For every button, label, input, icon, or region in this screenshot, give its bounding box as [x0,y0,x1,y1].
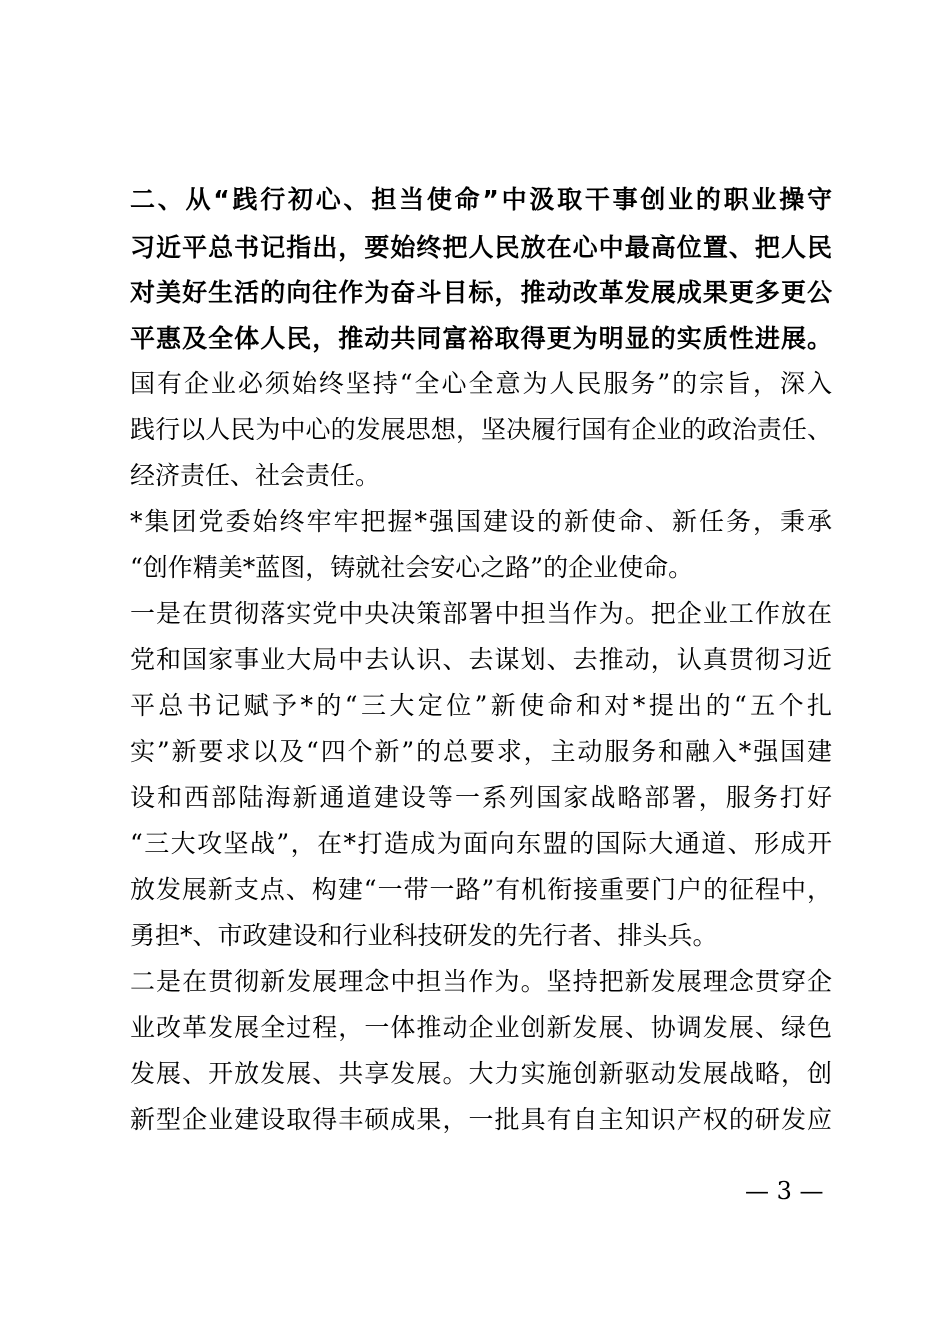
text-line: 践行以人民为中心的发展思想，坚决履行国有企业的政治责任、 [130,415,832,444]
text-line: 平惠及全体人民，推动共同富裕取得更为明显的实质性进展。 [130,324,832,353]
text-line: 经济责任、社会责任。 [130,461,381,490]
text-line: 一是在贯彻落实党中央决策部署中担当作为。把企业工作放在 [130,599,832,628]
text-line: 习近平总书记指出，要始终把人民放在心中最高位置、把人民 [130,233,832,262]
text-line: 二是在贯彻新发展理念中担当作为。坚持把新发展理念贯穿企 [130,967,832,996]
text-line: 业改革发展全过程，一体推动企业创新发展、协调发展、绿色 [130,1013,832,1042]
text-line: “三大攻坚战”，在*打造成为面向东盟的国际大通道、形成开 [130,829,832,858]
text-line: 设和西部陆海新通道建设等一系列国家战略部署，服务打好 [130,783,832,812]
text-line: 新型企业建设取得丰硕成果，一批具有自主知识产权的研发应 [130,1105,832,1134]
text-line: 勇担*、市政建设和行业科技研发的先行者、排头兵。 [130,921,718,950]
text-line: 平总书记赋予*的“三大定位”新使命和对*提出的“五个扎 [130,691,832,720]
section-heading: 二、从“践行初心、担当使命”中汲取干事创业的职业操守 [130,185,832,214]
text-line: 放发展新支点、构建“一带一路”有机衔接重要门户的征程中， [130,875,832,904]
text-line: 党和国家事业大局中去认识、去谋划、去推动，认真贯彻习近 [130,645,832,674]
text-line: 国有企业必须始终坚持“全心全意为人民服务”的宗旨，深入 [130,369,832,398]
page-number: — 3 — [745,1177,824,1205]
text-line: “创作精美*蓝图，铸就社会安心之路”的企业使命。 [130,553,694,582]
text-line: 实”新要求以及“四个新”的总要求，主动服务和融入*强国建 [130,737,832,766]
text-line: 对美好生活的向往作为奋斗目标，推动改革发展成果更多更公 [130,278,832,307]
text-line: *集团党委始终牢牢把握*强国建设的新使命、新任务，秉承 [130,507,832,536]
text-line: 发展、开放发展、共享发展。大力实施创新驱动发展战略，创 [130,1059,832,1088]
